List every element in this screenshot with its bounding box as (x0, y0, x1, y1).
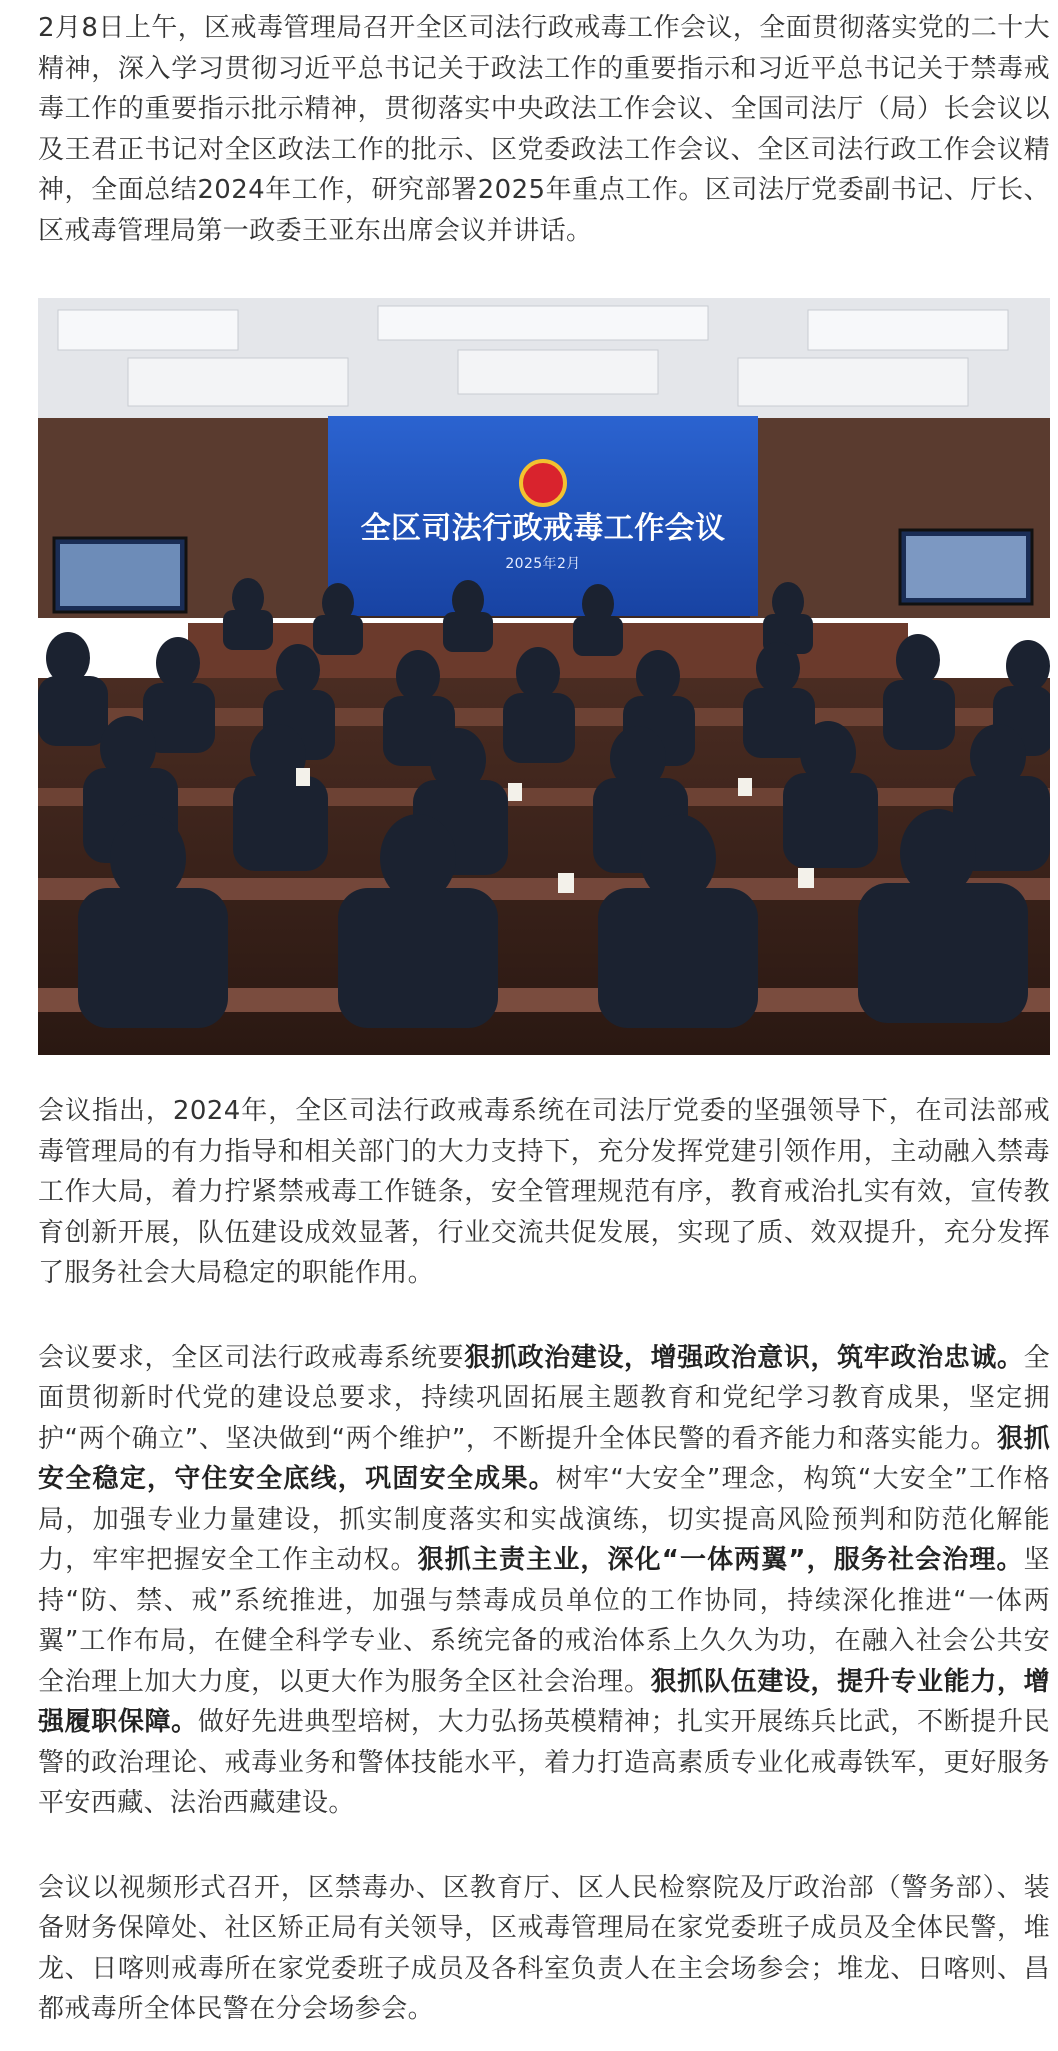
req-bold-2: 狠抓安全稳定，守住安全底线，巩固安全成果。 (38, 1423, 1050, 1494)
article-body (38, 8, 1050, 2030)
req-bold-3: 狠抓主责主业，深化“一体两翼”，服务社会治理。 (417, 1545, 1024, 1575)
paragraph-intro: 2月8日上午，区戒毒管理局召开全区司法行政戒毒工作会议，全面贯彻落实党的二十大精神，深入学习贯彻习近平总书记关于政法工作的重要指示和习近平总书记关于禁毒戒毒工作的重要指示批示精神，贯彻落实中央政法工作会议、全国司法厅（局）长会议以及王君正书记对全区政法工作的批示、区党委政法工作会议、全区司法行政工作会议精神，全面总结2024年工作，研究部署2025年重点工作。区司法厅党委副书记、厅长、区戒毒管理局第一政委王亚东出席会议并讲话。 (38, 13, 1050, 246)
req-text-1: 全面贯彻新时代党的建设总要求，持续巩固拓展主题教育和党纪学习教育成果，坚定拥护“两个确立”、坚决做到“两个维护”，不断提升全体民警的看齐能力和落实能力。 (38, 1342, 1050, 1454)
banner-title: 全区司法行政戒毒工作会议 (360, 511, 726, 546)
paragraph-summary: 会议指出，2024年，全区司法行政戒毒系统在司法厅党委的坚强领导下，在司法部戒毒管理局的有力指导和相关部门的大力支持下，充分发挥党建引领作用，主动融入禁毒工作大局，着力拧紧禁戒毒工作链条，安全管理规范有序，教育戒治扎实有效，宣传教育创新开展，队伍建设成效显著，行业交流共促发展，实现了质、效双提升，充分发挥了服务社会大局稳定的职能作用。 (38, 1096, 1050, 1288)
paragraph-requirements (38, 1338, 1050, 1824)
req-intro: 会议要求，全区司法行政戒毒系统要 (38, 1342, 465, 1373)
paragraph-attendance: 会议以视频形式召开，区禁毒办、区教育厅、区人民检察院及厅政治部（警务部）、装备财务保障处、社区矫正局有关领导，区戒毒管理局在家党委班子成员及全体民警，堆龙、日喀则戒毒所在家党委班子成员及各科室负责人在主会场参会；堆龙、日喀则、昌都戒毒所全体民警在分会场参会。 (38, 1872, 1050, 2024)
req-bold-4: 狠抓队伍建设，提升专业能力，增强履职保障。 (38, 1666, 1050, 1737)
req-bold-1: 狠抓政治建设，增强政治意识，筑牢政治忠诚。 (464, 1342, 1024, 1373)
banner-date: 2025年2月 (505, 556, 581, 572)
req-text-4: 做好先进典型培树，大力弘扬英模精神；扎实开展练兵比武，不断提升民警的政治理论、戒毒业务和警体技能水平，着力打造高素质专业化戒毒铁军，更好服务平安西藏、法治西藏建设。 (38, 1707, 1050, 1818)
meeting-photo (38, 298, 1050, 1055)
req-text-2: 树牢“大安全”理念，构筑“大安全”工作格局，加强专业力量建设，抓实制度落实和实战演练，切实提高风险预判和防范化解能力，牢牢把握安全工作主动权。 (38, 1464, 1050, 1575)
req-text-3: 坚持“防、禁、戒”系统推进，加强与禁毒成员单位的工作协同，持续深化推进“一体两翼”工作布局，在健全科学专业、系统完备的戒治体系上久久为功，在融入社会公共安全治理上加大力度，以更大作为服务全区社会治理。 (38, 1545, 1050, 1697)
